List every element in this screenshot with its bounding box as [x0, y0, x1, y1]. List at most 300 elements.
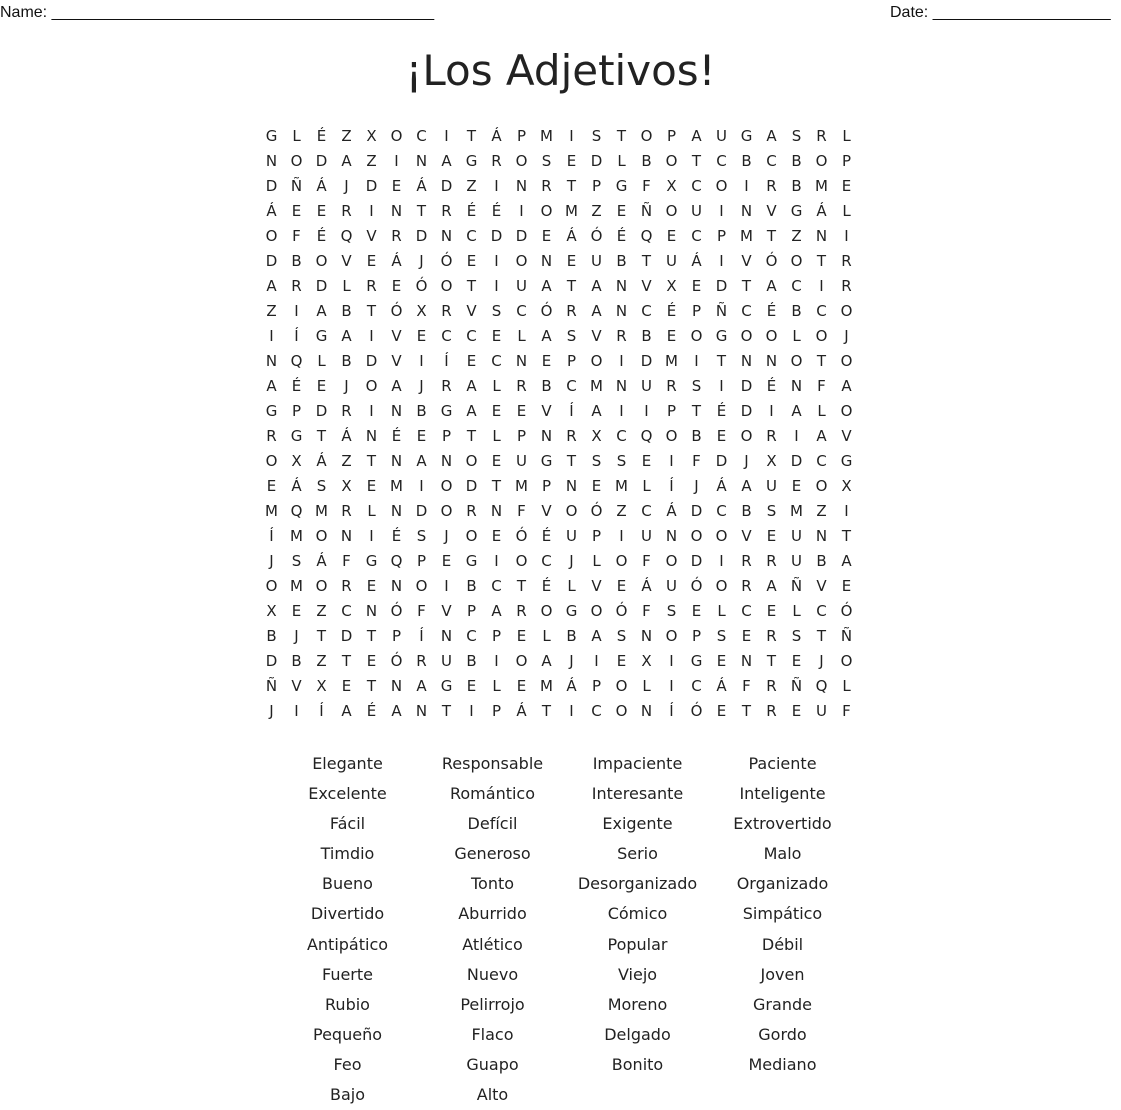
grid-letter[interactable]: G [315, 327, 328, 345]
grid-letter[interactable]: E [491, 327, 502, 345]
grid-letter[interactable]: É [466, 202, 477, 220]
grid-letter[interactable]: Ó [390, 302, 403, 320]
grid-letter[interactable]: P [591, 177, 602, 195]
grid-letter[interactable]: O [715, 577, 728, 595]
grid-letter[interactable]: B [641, 152, 652, 170]
grid-letter[interactable]: A [341, 327, 352, 345]
grid-letter[interactable]: L [642, 677, 651, 695]
grid-letter[interactable]: V [341, 252, 352, 270]
grid-letter[interactable]: Á [266, 202, 277, 220]
grid-letter[interactable]: D [440, 177, 453, 195]
grid-letter[interactable]: U [566, 527, 577, 545]
grid-letter[interactable]: Á [566, 227, 577, 245]
grid-letter[interactable]: O [665, 627, 678, 645]
grid-letter[interactable]: A [816, 427, 827, 445]
grid-letter[interactable]: P [516, 427, 527, 445]
grid-letter[interactable]: E [541, 352, 552, 370]
grid-letter[interactable]: I [269, 327, 274, 345]
grid-letter[interactable]: Á [316, 452, 327, 470]
grid-letter[interactable]: L [492, 427, 501, 445]
grid-letter[interactable]: C [816, 602, 827, 620]
grid-letter[interactable]: O [515, 552, 528, 570]
grid-letter[interactable]: E [791, 702, 802, 720]
grid-letter[interactable]: T [366, 452, 377, 470]
grid-letter[interactable]: P [591, 527, 602, 545]
grid-letter[interactable]: O [815, 477, 828, 495]
grid-letter[interactable]: I [419, 352, 424, 370]
grid-letter[interactable]: B [466, 652, 477, 670]
grid-letter[interactable]: V [466, 302, 477, 320]
grid-letter[interactable]: Ñ [290, 177, 303, 195]
grid-letter[interactable]: J [269, 702, 274, 720]
grid-letter[interactable]: I [494, 252, 499, 270]
grid-letter[interactable]: O [590, 602, 603, 620]
grid-letter[interactable]: É [391, 527, 402, 545]
grid-letter[interactable]: N [740, 352, 753, 370]
grid-letter[interactable]: V [816, 577, 827, 595]
grid-letter[interactable]: C [416, 127, 427, 145]
grid-letter[interactable]: G [790, 202, 803, 220]
grid-letter[interactable]: O [615, 702, 628, 720]
grid-letter[interactable]: T [566, 277, 577, 295]
grid-letter[interactable]: E [491, 527, 502, 545]
grid-letter[interactable]: N [390, 452, 403, 470]
grid-letter[interactable]: O [440, 502, 453, 520]
grid-letter[interactable]: E [366, 477, 377, 495]
grid-letter[interactable]: A [341, 702, 352, 720]
grid-letter[interactable]: G [290, 427, 303, 445]
grid-letter[interactable]: B [291, 252, 302, 270]
grid-letter[interactable]: C [641, 302, 652, 320]
grid-letter[interactable]: I [744, 177, 749, 195]
grid-letter[interactable]: A [591, 627, 602, 645]
grid-letter[interactable]: T [366, 302, 377, 320]
grid-letter[interactable]: I [419, 477, 424, 495]
grid-letter[interactable]: I [669, 652, 674, 670]
grid-letter[interactable]: J [344, 177, 349, 195]
grid-letter[interactable]: I [669, 452, 674, 470]
grid-letter[interactable]: V [391, 327, 402, 345]
grid-letter[interactable]: R [491, 152, 502, 170]
grid-letter[interactable]: C [716, 152, 727, 170]
grid-letter[interactable]: O [690, 527, 703, 545]
grid-letter[interactable]: U [641, 377, 652, 395]
grid-letter[interactable]: I [369, 327, 374, 345]
grid-letter[interactable]: L [567, 577, 576, 595]
grid-letter[interactable]: C [766, 152, 777, 170]
grid-letter[interactable]: F [342, 552, 351, 570]
grid-letter[interactable]: I [644, 402, 649, 420]
grid-letter[interactable]: A [416, 452, 427, 470]
grid-letter[interactable]: R [841, 252, 852, 270]
grid-letter[interactable]: S [491, 302, 502, 320]
grid-letter[interactable]: F [642, 602, 651, 620]
grid-letter[interactable]: I [394, 152, 399, 170]
grid-letter[interactable]: C [691, 227, 702, 245]
grid-letter[interactable]: I [519, 202, 524, 220]
grid-letter[interactable]: I [494, 552, 499, 570]
grid-letter[interactable]: É [766, 377, 777, 395]
grid-letter[interactable]: Z [616, 502, 627, 520]
grid-letter[interactable]: B [741, 152, 752, 170]
grid-letter[interactable]: D [315, 277, 328, 295]
grid-letter[interactable]: Ñ [790, 577, 803, 595]
grid-letter[interactable]: T [816, 252, 827, 270]
grid-letter[interactable]: D [315, 152, 328, 170]
grid-letter[interactable]: E [791, 477, 802, 495]
grid-letter[interactable]: E [716, 427, 727, 445]
grid-letter[interactable]: N [390, 502, 403, 520]
grid-letter[interactable]: P [691, 627, 702, 645]
grid-letter[interactable]: V [366, 227, 377, 245]
grid-letter[interactable]: O [740, 327, 753, 345]
grid-letter[interactable]: X [316, 677, 327, 695]
grid-letter[interactable]: O [265, 452, 278, 470]
grid-letter[interactable]: I [569, 702, 574, 720]
grid-letter[interactable]: I [719, 202, 724, 220]
grid-letter[interactable]: M [315, 502, 328, 520]
grid-letter[interactable]: E [391, 177, 402, 195]
grid-letter[interactable]: D [690, 502, 703, 520]
grid-letter[interactable]: L [817, 402, 826, 420]
grid-letter[interactable]: Ñ [265, 677, 278, 695]
grid-letter[interactable]: Z [266, 302, 277, 320]
grid-letter[interactable]: E [766, 527, 777, 545]
grid-letter[interactable]: Á [341, 427, 352, 445]
grid-letter[interactable]: L [292, 127, 301, 145]
grid-letter[interactable]: N [390, 577, 403, 595]
grid-letter[interactable]: X [366, 127, 377, 145]
grid-letter[interactable]: E [616, 652, 627, 670]
grid-letter[interactable]: R [766, 427, 777, 445]
grid-letter[interactable]: A [316, 302, 327, 320]
grid-letter[interactable]: A [691, 127, 702, 145]
grid-letter[interactable]: S [691, 377, 702, 395]
grid-letter[interactable]: O [465, 452, 478, 470]
grid-letter[interactable]: D [490, 227, 503, 245]
grid-letter[interactable]: U [691, 202, 702, 220]
grid-letter[interactable]: M [565, 202, 578, 220]
grid-letter[interactable]: L [492, 377, 501, 395]
grid-letter[interactable]: R [441, 302, 452, 320]
grid-letter[interactable]: Ó [615, 602, 628, 620]
grid-letter[interactable]: O [540, 202, 553, 220]
grid-letter[interactable]: N [565, 477, 578, 495]
grid-letter[interactable]: B [416, 402, 427, 420]
grid-letter[interactable]: X [641, 652, 652, 670]
grid-letter[interactable]: X [841, 477, 852, 495]
grid-letter[interactable]: T [466, 277, 477, 295]
grid-letter[interactable]: T [566, 177, 577, 195]
grid-letter[interactable]: R [341, 502, 352, 520]
grid-letter[interactable]: M [740, 227, 753, 245]
grid-letter[interactable]: E [416, 427, 427, 445]
grid-letter[interactable]: B [641, 327, 652, 345]
grid-letter[interactable]: R [541, 177, 552, 195]
grid-letter[interactable]: I [769, 402, 774, 420]
grid-letter[interactable]: M [665, 352, 678, 370]
grid-letter[interactable]: E [466, 252, 477, 270]
grid-letter[interactable]: D [715, 452, 728, 470]
grid-letter[interactable]: F [742, 677, 751, 695]
grid-letter[interactable]: P [491, 702, 502, 720]
grid-letter[interactable]: U [816, 702, 827, 720]
grid-letter[interactable]: E [791, 652, 802, 670]
grid-letter[interactable]: Í [319, 702, 324, 720]
grid-letter[interactable]: J [444, 527, 449, 545]
grid-letter[interactable]: É [616, 227, 627, 245]
grid-letter[interactable]: N [340, 527, 353, 545]
grid-letter[interactable]: T [341, 652, 352, 670]
grid-letter[interactable]: R [441, 202, 452, 220]
grid-letter[interactable]: E [516, 677, 527, 695]
grid-letter[interactable]: Í [444, 352, 449, 370]
grid-letter[interactable]: É [541, 527, 552, 545]
grid-letter[interactable]: M [540, 127, 553, 145]
grid-letter[interactable]: E [441, 552, 452, 570]
grid-letter[interactable]: G [540, 452, 553, 470]
grid-letter[interactable]: I [294, 302, 299, 320]
grid-letter[interactable]: N [440, 627, 453, 645]
grid-letter[interactable]: M [590, 377, 603, 395]
grid-letter[interactable]: T [841, 527, 852, 545]
grid-letter[interactable]: G [365, 552, 378, 570]
grid-letter[interactable]: L [842, 202, 851, 220]
grid-letter[interactable]: B [466, 577, 477, 595]
grid-letter[interactable]: O [815, 152, 828, 170]
grid-letter[interactable]: C [466, 327, 477, 345]
grid-letter[interactable]: T [316, 627, 327, 645]
grid-letter[interactable]: I [619, 352, 624, 370]
grid-letter[interactable]: Z [366, 152, 377, 170]
grid-letter[interactable]: I [294, 702, 299, 720]
grid-letter[interactable]: G [265, 127, 278, 145]
grid-letter[interactable]: N [440, 227, 453, 245]
grid-letter[interactable]: E [541, 227, 552, 245]
grid-letter[interactable]: O [390, 127, 403, 145]
grid-letter[interactable]: T [741, 702, 752, 720]
grid-letter[interactable]: O [515, 652, 528, 670]
grid-letter[interactable]: F [842, 702, 851, 720]
grid-letter[interactable]: E [691, 602, 702, 620]
grid-letter[interactable]: U [791, 552, 802, 570]
grid-letter[interactable]: É [491, 202, 502, 220]
grid-letter[interactable]: Q [390, 552, 403, 570]
grid-letter[interactable]: N [365, 427, 378, 445]
grid-letter[interactable]: É [766, 302, 777, 320]
grid-letter[interactable]: I [819, 277, 824, 295]
grid-letter[interactable]: G [565, 602, 578, 620]
grid-letter[interactable]: P [291, 402, 302, 420]
grid-letter[interactable]: N [615, 277, 628, 295]
grid-letter[interactable]: A [341, 152, 352, 170]
grid-letter[interactable]: C [491, 352, 502, 370]
grid-letter[interactable]: E [716, 652, 727, 670]
grid-letter[interactable]: Á [816, 202, 827, 220]
grid-letter[interactable]: G [740, 127, 753, 145]
grid-letter[interactable]: V [766, 202, 777, 220]
grid-letter[interactable]: J [744, 452, 749, 470]
grid-letter[interactable]: É [716, 402, 727, 420]
grid-letter[interactable]: G [440, 677, 453, 695]
grid-letter[interactable]: N [490, 502, 503, 520]
grid-letter[interactable]: O [615, 677, 628, 695]
grid-letter[interactable]: Í [269, 527, 274, 545]
grid-letter[interactable]: J [419, 377, 424, 395]
grid-letter[interactable]: J [569, 552, 574, 570]
grid-letter[interactable]: V [441, 602, 452, 620]
grid-letter[interactable]: U [791, 527, 802, 545]
grid-letter[interactable]: A [266, 377, 277, 395]
grid-letter[interactable]: E [466, 677, 477, 695]
grid-letter[interactable]: T [466, 427, 477, 445]
grid-letter[interactable]: R [341, 202, 352, 220]
grid-letter[interactable]: C [791, 277, 802, 295]
grid-letter[interactable]: M [265, 502, 278, 520]
grid-letter[interactable]: O [315, 577, 328, 595]
grid-letter[interactable]: S [766, 502, 777, 520]
grid-letter[interactable]: E [641, 452, 652, 470]
grid-letter[interactable]: E [616, 202, 627, 220]
grid-letter[interactable]: Ó [390, 602, 403, 620]
grid-letter[interactable]: O [615, 552, 628, 570]
grid-letter[interactable]: G [715, 327, 728, 345]
grid-letter[interactable]: O [690, 327, 703, 345]
grid-letter[interactable]: G [615, 177, 628, 195]
grid-letter[interactable]: É [391, 427, 402, 445]
grid-letter[interactable]: G [265, 402, 278, 420]
grid-letter[interactable]: U [591, 252, 602, 270]
grid-letter[interactable]: B [791, 177, 802, 195]
grid-letter[interactable]: L [492, 677, 501, 695]
grid-letter[interactable]: M [290, 527, 303, 545]
grid-letter[interactable]: I [719, 552, 724, 570]
grid-letter[interactable]: O [590, 352, 603, 370]
grid-letter[interactable]: V [541, 502, 552, 520]
grid-letter[interactable]: R [616, 327, 627, 345]
grid-letter[interactable]: T [816, 627, 827, 645]
grid-letter[interactable]: M [615, 477, 628, 495]
grid-letter[interactable]: I [619, 527, 624, 545]
grid-letter[interactable]: I [494, 652, 499, 670]
grid-letter[interactable]: E [341, 677, 352, 695]
grid-letter[interactable]: U [516, 277, 527, 295]
grid-letter[interactable]: S [591, 127, 602, 145]
grid-letter[interactable]: N [790, 377, 803, 395]
grid-letter[interactable]: N [540, 252, 553, 270]
grid-letter[interactable]: A [266, 277, 277, 295]
grid-letter[interactable]: U [641, 527, 652, 545]
grid-letter[interactable]: M [540, 677, 553, 695]
grid-letter[interactable]: Ó [840, 602, 853, 620]
grid-letter[interactable]: D [265, 252, 278, 270]
grid-letter[interactable]: T [516, 577, 527, 595]
grid-letter[interactable]: G [465, 552, 478, 570]
grid-letter[interactable]: A [466, 402, 477, 420]
grid-letter[interactable]: Z [341, 127, 352, 145]
grid-letter[interactable]: V [641, 277, 652, 295]
grid-letter[interactable]: L [842, 127, 851, 145]
grid-letter[interactable]: T [691, 152, 702, 170]
grid-letter[interactable]: A [541, 277, 552, 295]
grid-letter[interactable]: Á [291, 477, 302, 495]
grid-letter[interactable]: E [291, 202, 302, 220]
grid-letter[interactable]: Á [691, 252, 702, 270]
grid-letter[interactable]: C [616, 427, 627, 445]
grid-letter[interactable]: D [590, 152, 603, 170]
grid-letter[interactable]: R [291, 277, 302, 295]
grid-letter[interactable]: C [566, 377, 577, 395]
grid-letter[interactable]: O [315, 252, 328, 270]
grid-letter[interactable]: X [416, 302, 427, 320]
grid-letter[interactable]: B [541, 377, 552, 395]
grid-letter[interactable]: A [541, 327, 552, 345]
grid-letter[interactable]: E [491, 402, 502, 420]
grid-letter[interactable]: N [665, 527, 678, 545]
grid-letter[interactable]: Z [466, 177, 477, 195]
grid-letter[interactable]: O [790, 252, 803, 270]
grid-letter[interactable]: L [617, 152, 626, 170]
grid-letter[interactable]: F [642, 177, 651, 195]
grid-letter[interactable]: N [740, 652, 753, 670]
grid-letter[interactable]: O [665, 152, 678, 170]
grid-letter[interactable]: C [741, 602, 752, 620]
grid-letter[interactable]: N [615, 377, 628, 395]
grid-letter[interactable]: P [416, 552, 427, 570]
grid-letter[interactable]: V [841, 427, 852, 445]
grid-letter[interactable]: T [441, 702, 452, 720]
grid-letter[interactable]: R [766, 627, 777, 645]
grid-letter[interactable]: M [815, 177, 828, 195]
grid-letter[interactable]: E [316, 377, 327, 395]
grid-letter[interactable]: G [465, 152, 478, 170]
grid-letter[interactable]: D [265, 177, 278, 195]
grid-letter[interactable]: D [365, 352, 378, 370]
grid-letter[interactable]: V [591, 327, 602, 345]
grid-letter[interactable]: N [265, 152, 278, 170]
grid-letter[interactable]: E [516, 627, 527, 645]
grid-letter[interactable]: O [740, 427, 753, 445]
grid-letter[interactable]: S [716, 627, 727, 645]
grid-letter[interactable]: T [816, 352, 827, 370]
grid-letter[interactable]: R [741, 552, 752, 570]
grid-letter[interactable]: R [766, 552, 777, 570]
grid-letter[interactable]: Á [566, 677, 577, 695]
grid-letter[interactable]: O [415, 577, 428, 595]
grid-letter[interactable]: Á [716, 677, 727, 695]
grid-letter[interactable]: P [391, 627, 402, 645]
grid-letter[interactable]: O [815, 327, 828, 345]
grid-letter[interactable]: P [666, 127, 677, 145]
grid-letter[interactable]: R [766, 177, 777, 195]
grid-letter[interactable]: R [466, 502, 477, 520]
grid-letter[interactable]: Ñ [790, 677, 803, 695]
grid-letter[interactable]: J [844, 327, 849, 345]
grid-letter[interactable]: P [841, 152, 852, 170]
grid-letter[interactable]: U [716, 127, 727, 145]
grid-letter[interactable]: O [515, 252, 528, 270]
grid-letter[interactable]: Í [669, 477, 674, 495]
grid-letter[interactable]: E [716, 702, 727, 720]
grid-letter[interactable]: P [541, 477, 552, 495]
grid-letter[interactable]: J [419, 252, 424, 270]
grid-letter[interactable]: C [591, 702, 602, 720]
grid-letter[interactable]: X [666, 177, 677, 195]
grid-letter[interactable]: S [616, 627, 627, 645]
grid-letter[interactable]: T [641, 252, 652, 270]
grid-letter[interactable]: T [766, 652, 777, 670]
grid-letter[interactable]: I [494, 177, 499, 195]
